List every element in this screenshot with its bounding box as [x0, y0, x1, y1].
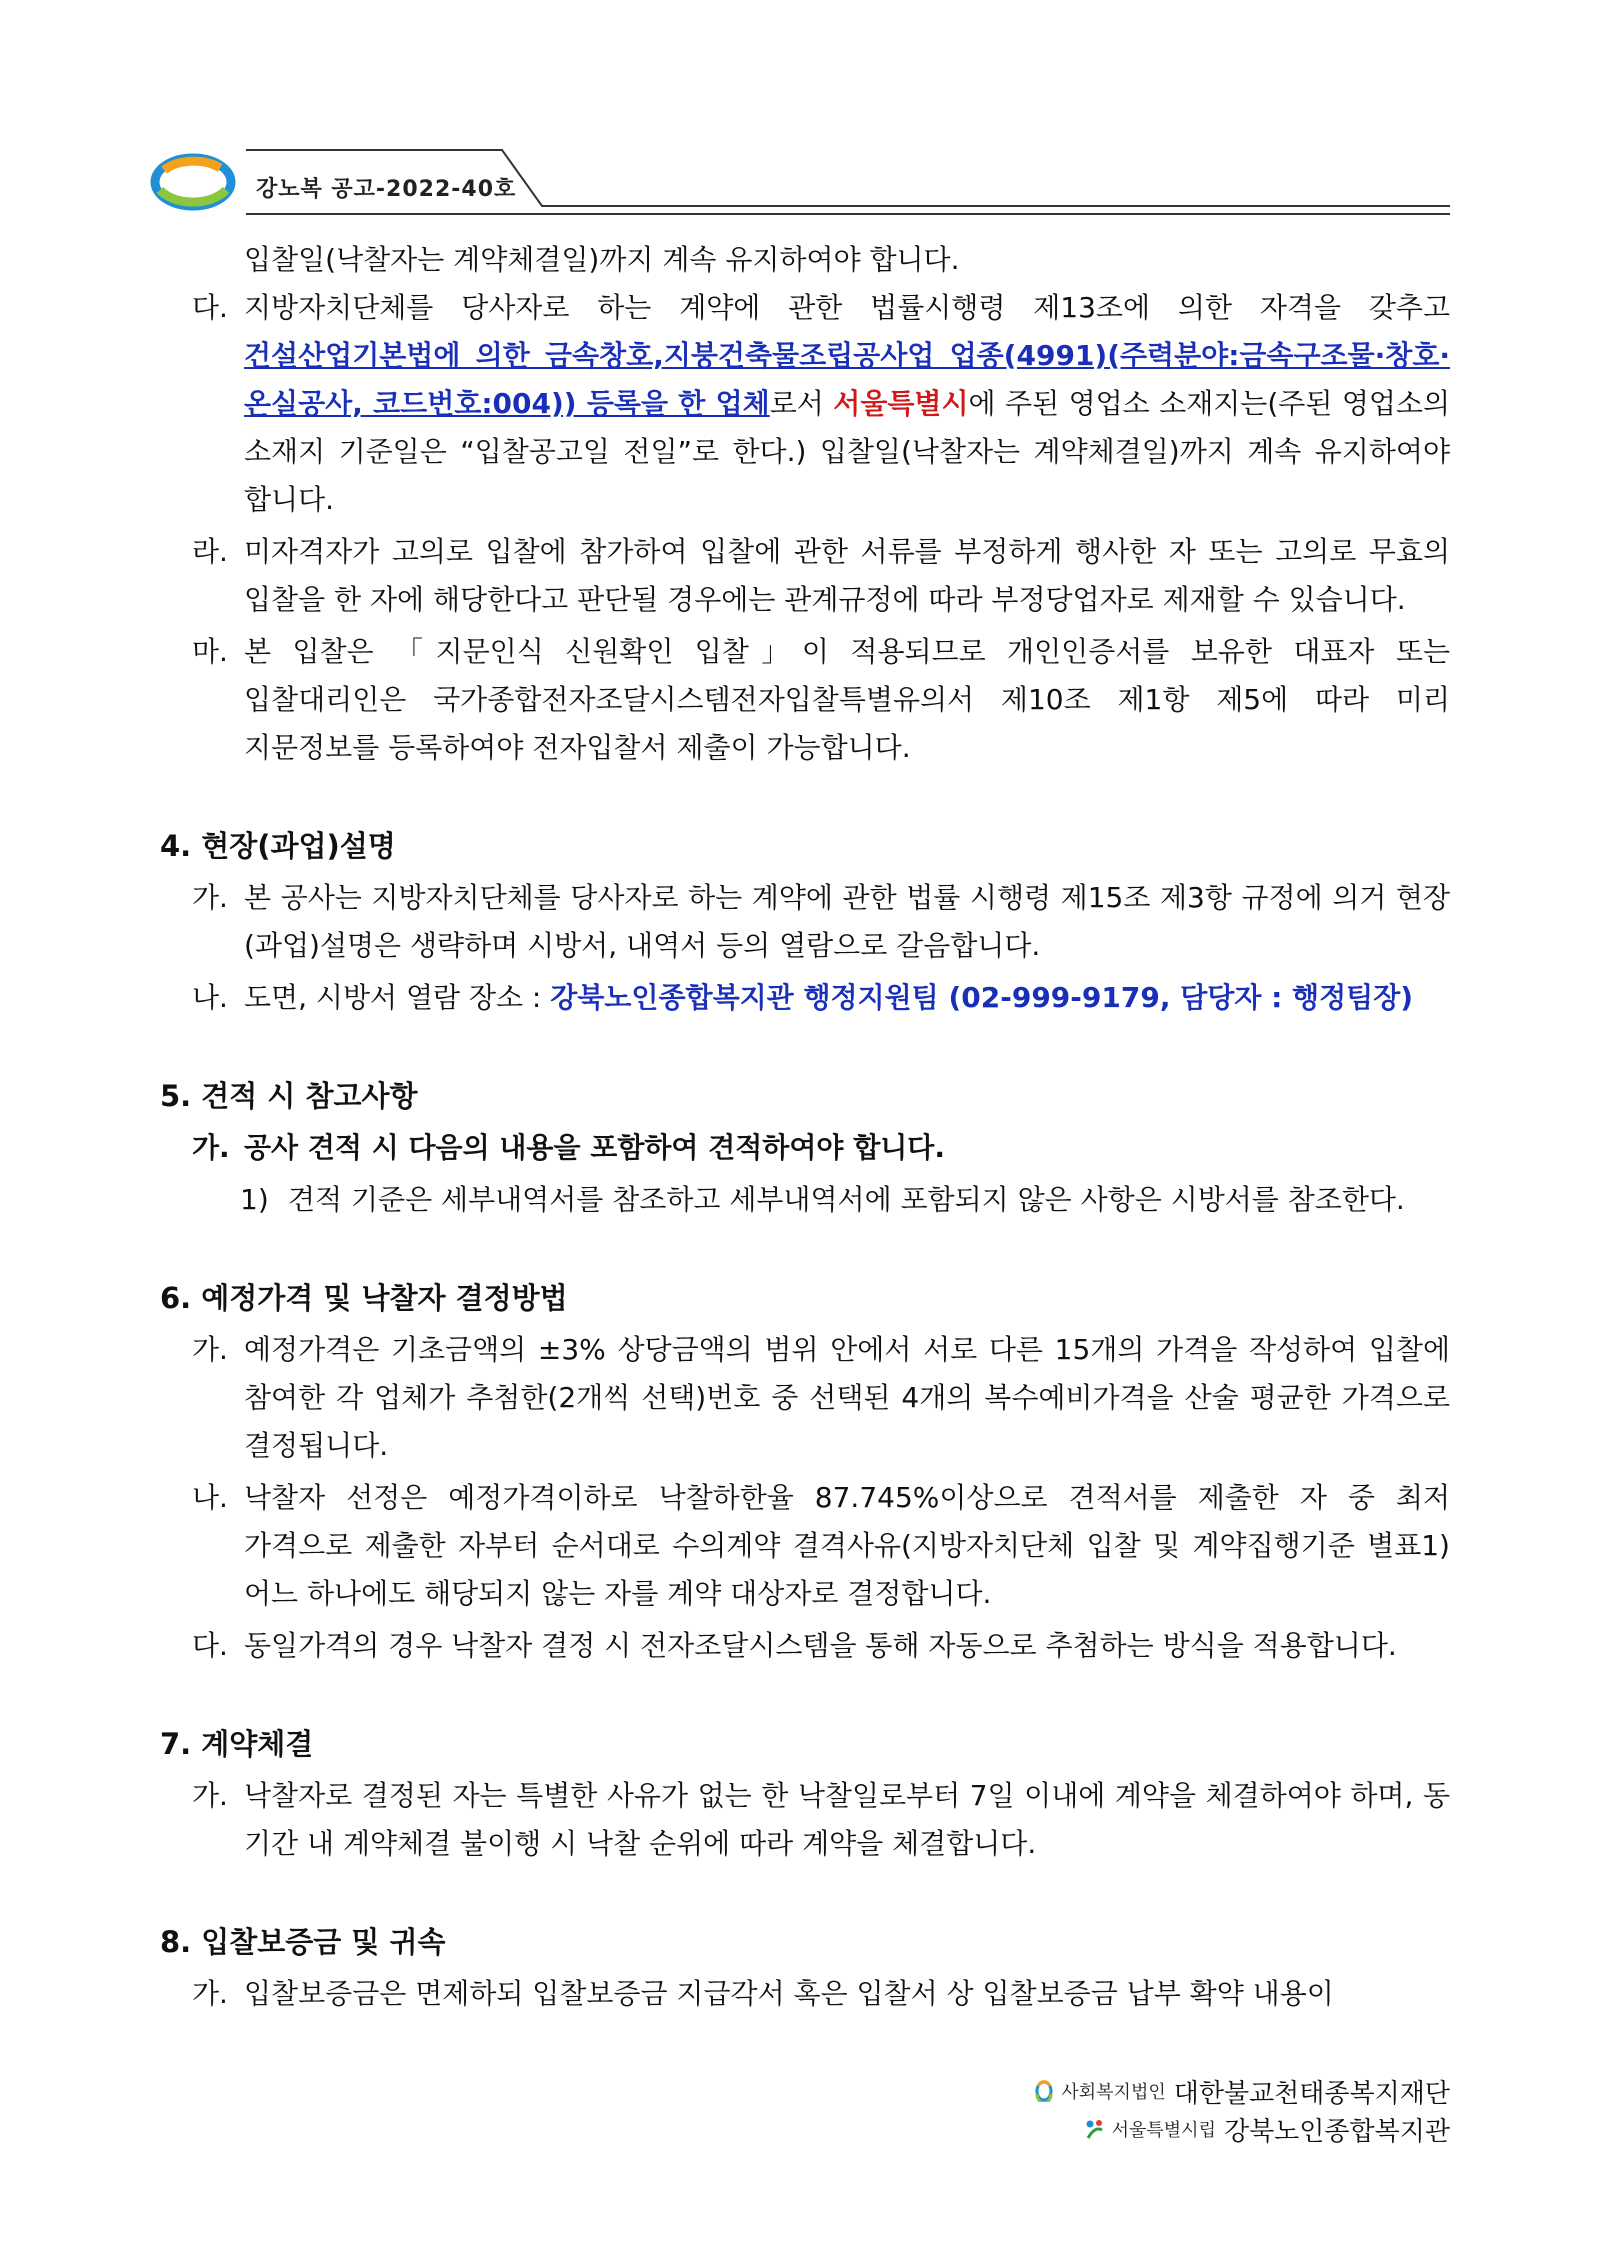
list-item-ga: [150, 1970, 1450, 2018]
item-text: 지방자치단체를 당사자로 하는 계약에 관한 법률시행령 제13조에 의한 자격을 갖추고 건설산업기본법에 의한 금속창호,지붕건축물조립공사업 업종(4991)(주력분야:금속구조물·창호·온실공사, 코드번호:004)) 등록을 한 업체로서 서울특별시에 주된 영업소 소재지는(주된 영업소의 소재지 기준일은 “입찰공고일 전일”로 한다.) 입찰일(낙찰자는 계약체결일)까지 계속 유지하여야 합니다.: [244, 291, 1451, 516]
item-marker: 가.: [192, 881, 228, 914]
item-marker: 1): [240, 1183, 269, 1216]
item-marker: 나.: [192, 981, 228, 1014]
item-marker: 가.: [192, 1131, 230, 1164]
item-marker: 다.: [192, 291, 228, 324]
document-number: 강노복 공고-2022-40호: [256, 177, 517, 202]
section-heading-5: 5. 견적 시 참고사항: [160, 1079, 418, 1113]
list-item-na: [150, 974, 1450, 1022]
highlight-contact: 강북노인종합복지관 행정지원팀 (02-999-9179, 담당자 : 행정팀장): [550, 981, 1414, 1014]
section-heading-4: 4. 현장(과업)설명: [160, 829, 396, 863]
list-item-ga: [150, 1124, 1450, 1172]
item-text: 공사 견적 시 다음의 내용을 포함하여 견적하여야 합니다.: [244, 1131, 945, 1164]
list-item-ga: [150, 1326, 1450, 1470]
item-text: 입찰보증금은 면제하되 입찰보증금 지급각서 혹은 입찰서 상 입찰보증금 납부 확약 내용이: [244, 1977, 1334, 2010]
document-header: [150, 138, 1450, 228]
list-item-ga: [150, 1772, 1450, 1868]
footer-org2-type: 서울특별시립: [1111, 2120, 1216, 2141]
item-marker: 가.: [192, 1333, 228, 1366]
foundation-ring-icon: [1033, 2080, 1055, 2102]
document-footer: [1033, 2072, 1450, 2148]
sub-item-1: [150, 1176, 1450, 1224]
seoul-city-icon: [1084, 2118, 1106, 2140]
item-text: 동일가격의 경우 낙찰자 결정 시 전자조달시스템을 통해 자동으로 추첨하는 방식을 적용합니다.: [244, 1629, 1397, 1662]
section-heading-7: 7. 계약체결: [160, 1727, 314, 1761]
highlight-region: 서울특별시: [833, 387, 969, 420]
document-body: [150, 236, 1450, 2022]
item-marker: 마.: [192, 635, 228, 668]
item-text: 견적 기준은 세부내역서를 참조하고 세부내역서에 포함되지 않은 사항은 시방서를 참조한다.: [288, 1183, 1405, 1216]
list-item-ma: [150, 628, 1450, 772]
list-item-na: [150, 1474, 1450, 1618]
item-marker: 가.: [192, 1977, 228, 2010]
list-item-ra: [150, 528, 1450, 624]
item-text: 미자격자가 고의로 입찰에 참가하여 입찰에 관한 서류를 부정하게 행사한 자 또는 고의로 무효의 입찰을 한 자에 해당한다고 판단될 경우에는 관계규정에 따라 부정당업자로 제재할 수 있습니다.: [244, 535, 1450, 616]
footer-org-foundation: [1033, 2072, 1450, 2110]
paragraph-continuation: 입찰일(낙찰자는 계약체결일)까지 계속 유지하여야 합니다.: [244, 243, 960, 276]
footer-org2-name: 강북노인종합복지관: [1223, 2116, 1450, 2147]
item-text: 낙찰자로 결정된 자는 특별한 사유가 없는 한 낙찰일로부터 7일 이내에 계약을 체결하여야 하며, 동 기간 내 계약체결 불이행 시 낙찰 순위에 따라 계약을 체결합니다.: [244, 1779, 1450, 1860]
item-text: 본 입찰은 「지문인식 신원확인 입찰」이 적용되므로 개인인증서를 보유한 대표자 또는 입찰대리인은 국가종합전자조달시스템전자입찰특별유의서 제10조 제1항 제5에 따라 미리 지문정보를 등록하여야 전자입찰서 제출이 가능합니다.: [244, 635, 1450, 764]
item-marker: 라.: [192, 535, 228, 568]
item-text: 도면, 시방서 열람 장소 : 강북노인종합복지관 행정지원팀 (02-999-9179, 담당자 : 행정팀장): [244, 981, 1414, 1014]
section-heading-8: 8. 입찰보증금 및 귀속: [160, 1925, 446, 1959]
list-item-da: [150, 1622, 1450, 1670]
footer-org1-type: 사회복지법인: [1061, 2082, 1166, 2103]
item-marker: 나.: [192, 1481, 228, 1514]
item-marker: 가.: [192, 1779, 228, 1812]
item-text: 낙찰자 선정은 예정가격이하로 낙찰하한율 87.745%이상으로 견적서를 제출한 자 중 최저 가격으로 제출한 자부터 순서대로 수의계약 결격사유(지방자치단체 입찰 및 계약집행기준 별표1) 어느 하나에도 해당되지 않는 자를 계약 대상자로 결정합니다.: [244, 1481, 1450, 1610]
list-item-ga: [150, 874, 1450, 970]
footer-org-center: [1033, 2110, 1450, 2148]
list-item-da: [150, 284, 1450, 524]
item-text: 예정가격은 기초금액의 ±3% 상당금액의 범위 안에서 서로 다른 15개의 가격을 작성하여 입찰에 참여한 각 업체가 추첨한(2개씩 선택)번호 중 선택된 4개의 복수예비가격을 산술 평균한 가격으로 결정됩니다.: [244, 1333, 1450, 1462]
item-marker: 다.: [192, 1629, 228, 1662]
item-text: 본 공사는 지방자치단체를 당사자로 하는 계약에 관한 법률 시행령 제15조 제3항 규정에 의거 현장(과업)설명은 생략하며 시방서, 내역서 등의 열람으로 갈음합니다.: [244, 881, 1450, 962]
section-heading-6: 6. 예정가격 및 낙찰자 결정방법: [160, 1281, 568, 1315]
footer-org1-name: 대한불교천태종복지재단: [1173, 2078, 1450, 2109]
highlight-license: 건설산업기본법에 의한 금속창호,지붕건축물조립공사업 업종(4991)(주력분야:금속구조물·창호·온실공사, 코드번호:004)) 등록을 한 업체: [244, 339, 1450, 420]
